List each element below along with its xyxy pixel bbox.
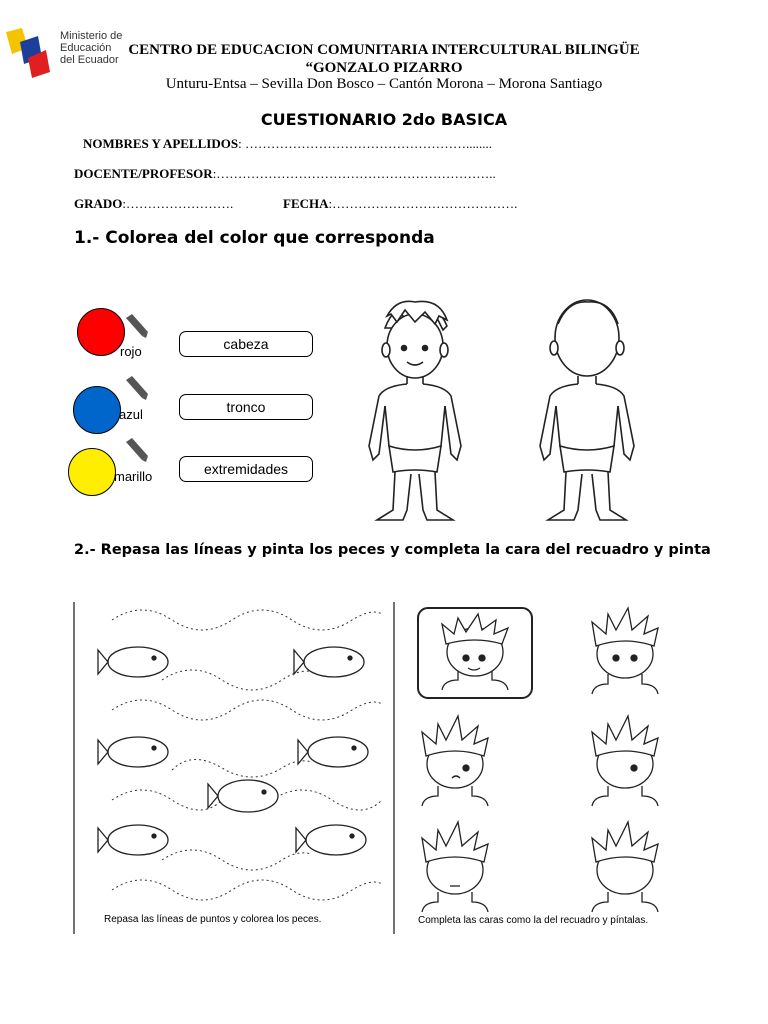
red-color-circle [77, 308, 125, 356]
fish-icon [98, 737, 168, 767]
yellow-color-circle [68, 448, 116, 496]
boy-front-illustration [355, 296, 475, 528]
fish-icon [98, 825, 168, 855]
word-box-extremidades: extremidades [179, 456, 313, 482]
fecha-field[interactable]: FECHA:……………………………………. [283, 196, 518, 211]
question-2: 2.- Repasa las líneas y pinta los peces y completa la cara del recuadro y pinta [74, 542, 711, 558]
color-label-azul: azul [119, 407, 143, 422]
school-location: Unturu-Entsa – Sevilla Don Bosco – Cantón Morona – Morona Santiago [165, 76, 603, 92]
docente-field[interactable]: DOCENTE/PROFESOR:……………………………………………………….. [74, 166, 496, 181]
color-label-rojo: rojo [120, 344, 142, 359]
fish-icon [208, 780, 278, 812]
school-subname: “GONZALO PIZARRO [305, 60, 463, 76]
grado-field[interactable]: GRADO:……………………. [74, 196, 234, 211]
face-model-icon [442, 614, 508, 690]
face-incomplete-icon [592, 822, 658, 912]
logo-text: Ministerio de Educación del Ecuador [60, 30, 123, 66]
fish-icon [294, 647, 364, 677]
nombres-field[interactable]: NOMBRES Y APELLIDOS: ……………………………………………........ [83, 136, 492, 151]
pencil-icons [120, 314, 150, 474]
page-title: CUESTIONARIO 2do BASICA [260, 110, 508, 129]
fish-icon [296, 825, 366, 855]
question-1: 1.- Colorea del color que corresponda [74, 228, 435, 248]
word-box-tronco: tronco [179, 394, 313, 420]
word-box-cabeza: cabeza [179, 331, 313, 357]
school-name: CENTRO DE EDUCACION COMUNITARIA INTERCULTURAL BILINGÜE [128, 42, 640, 58]
boy-back-illustration [528, 296, 646, 528]
face-incomplete-icon [592, 716, 658, 806]
pencil-icon [126, 314, 148, 338]
caption-right: Completa las caras como la del recuadro y píntalas. [418, 915, 649, 926]
blue-color-circle [73, 386, 121, 434]
face-incomplete-icon [592, 608, 658, 694]
face-incomplete-icon [422, 716, 488, 806]
fish-tracing-worksheet [72, 600, 392, 936]
pencil-icon [126, 376, 148, 400]
color-label-amarillo: marillo [114, 469, 153, 484]
face-incomplete-icon [422, 822, 488, 912]
pencil-icon [126, 438, 148, 462]
caption-left: Repasa las líneas de puntos y colorea los peces. [104, 914, 322, 925]
faces-worksheet [392, 600, 702, 936]
fish-icon [98, 647, 168, 677]
fish-icon [298, 737, 368, 767]
